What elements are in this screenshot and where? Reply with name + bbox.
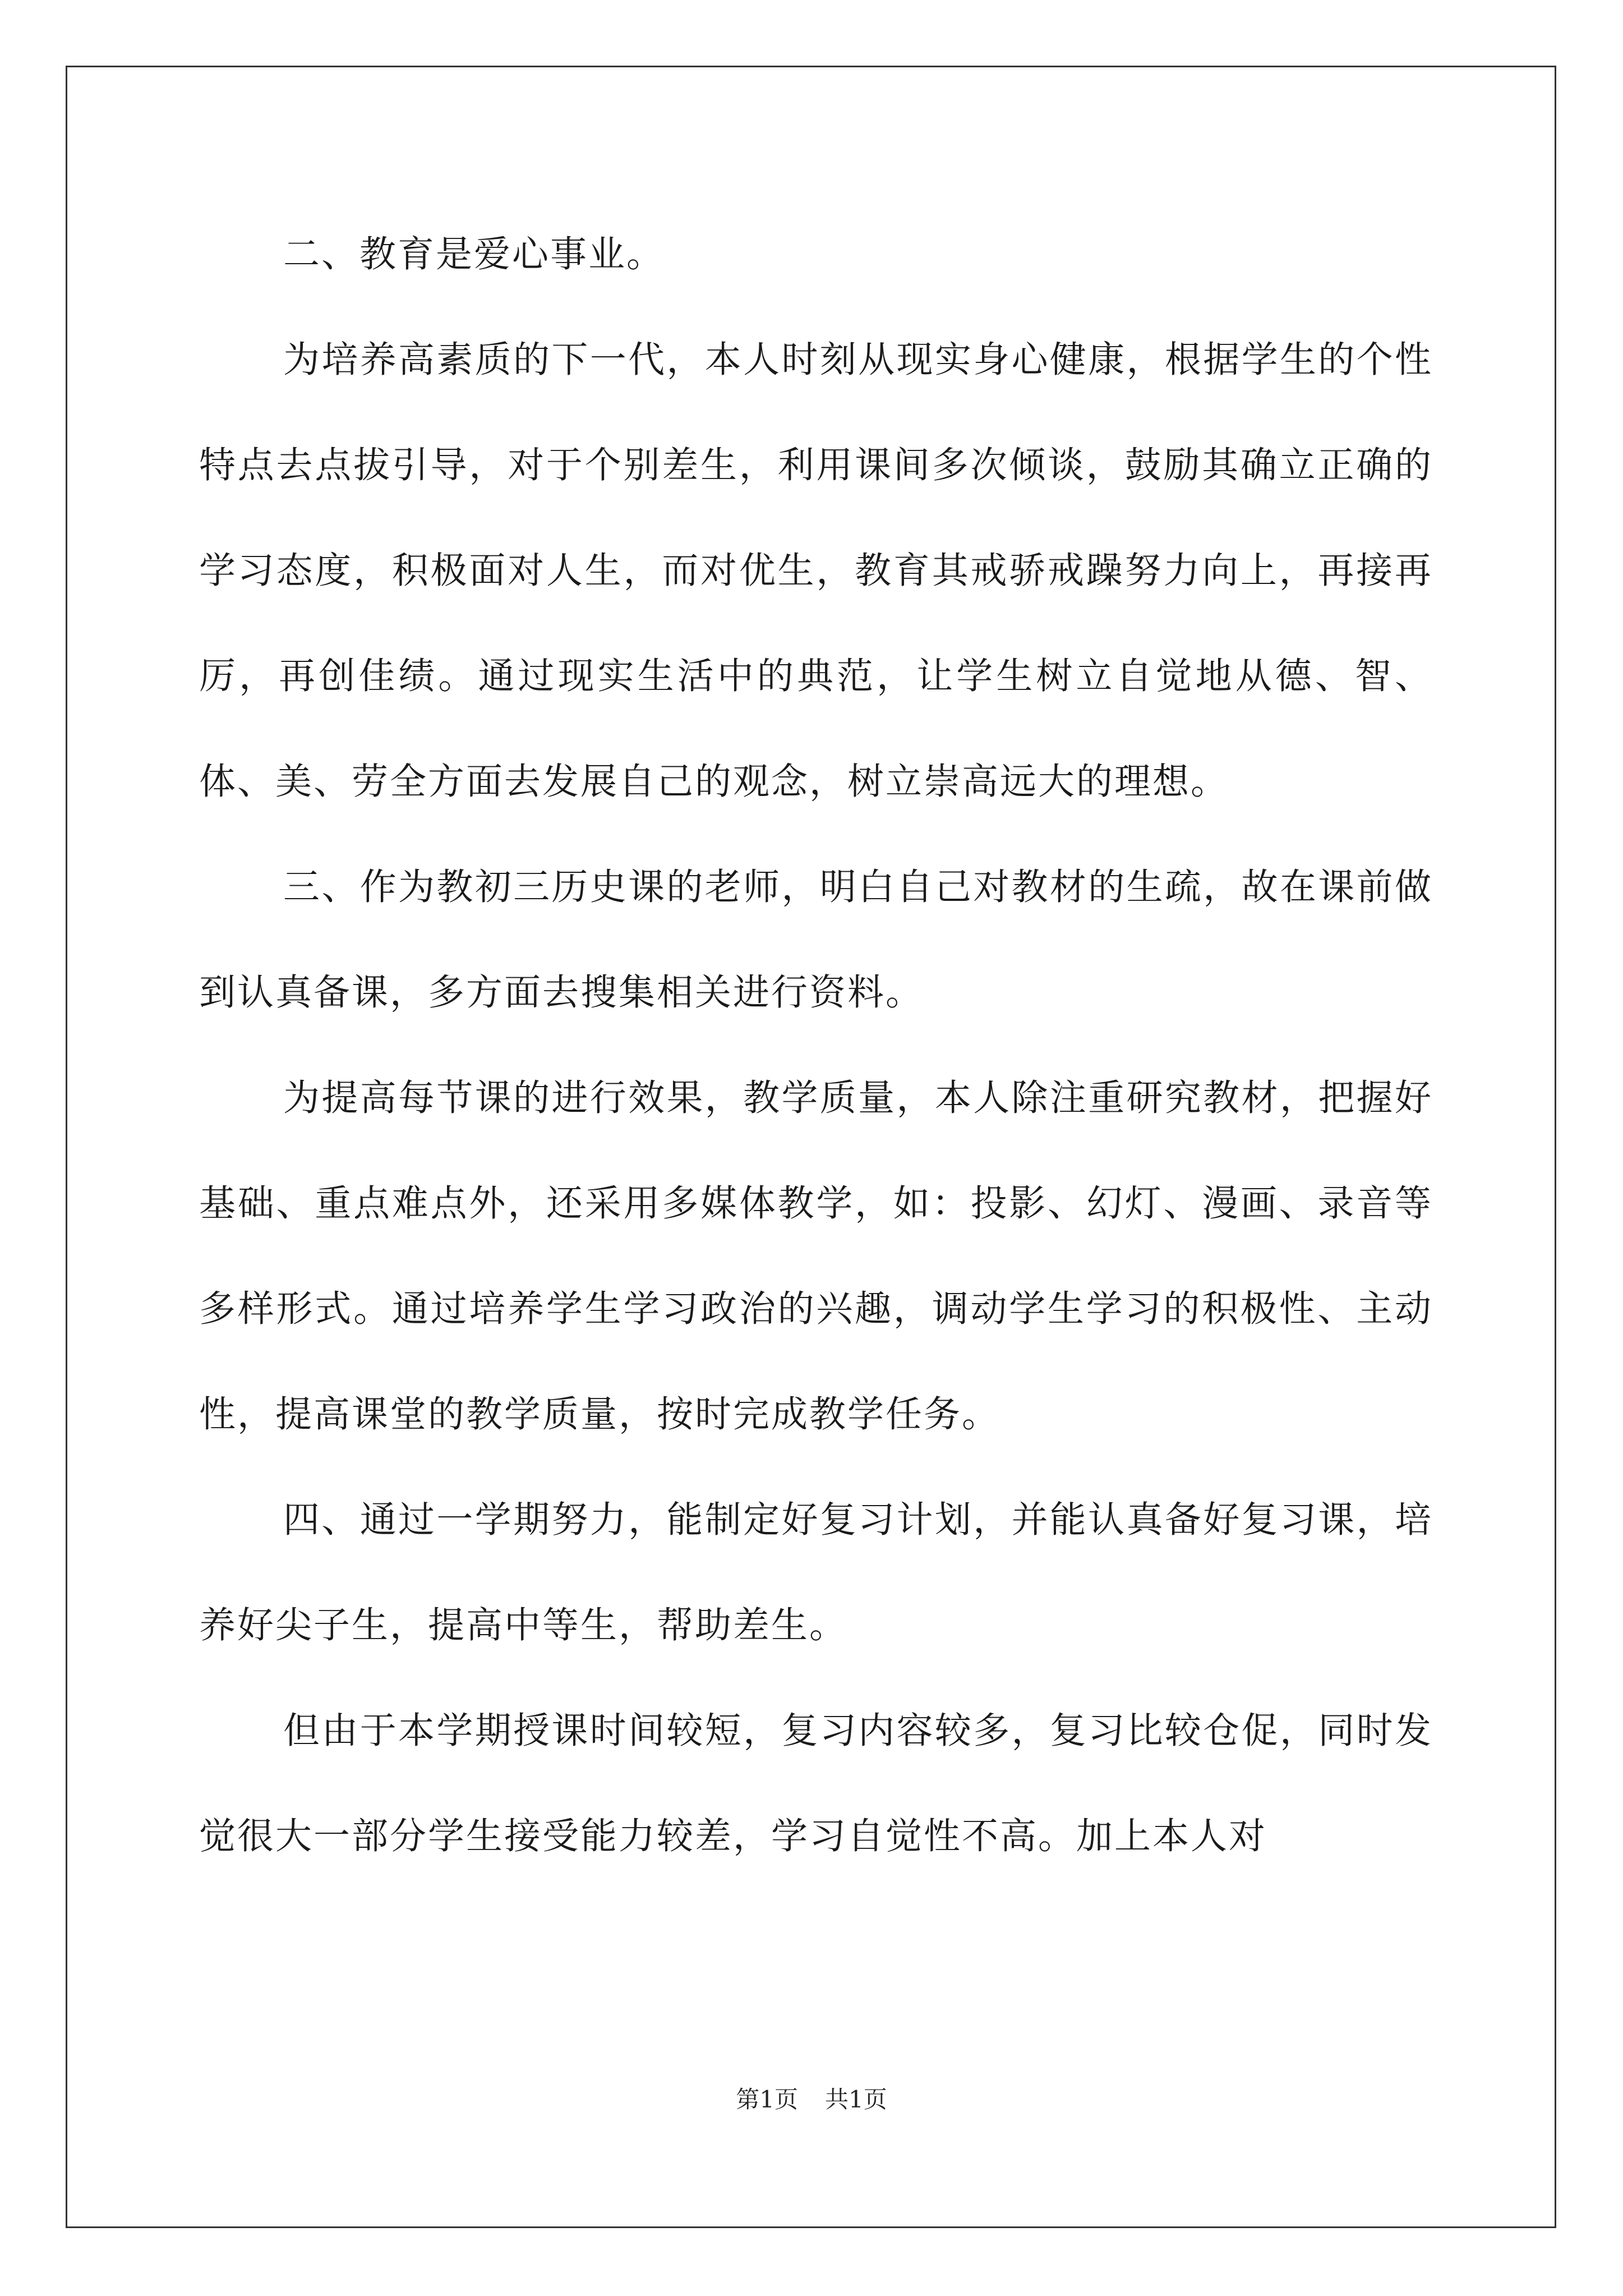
paragraph: 为培养高素质的下一代，本人时刻从现实身心健康，根据学生的个性特点去点拔引导，对于个别差生，利用课间多次倾谈，鼓励其确立正确的学习态度，积极面对人生，而对优生，教育其戒骄戒躁努力向上，再接再厉，再创佳绩。通过现实生活中的典范，让学生树立自觉地从德、智、体、美、劳全方面去发展自己的观念，树立崇高远大的理想。: [199, 339, 1433, 803]
page-footer: [0, 2081, 1623, 2115]
page-total: 共1页: [825, 2086, 887, 2113]
paragraph: 四、通过一学期努力，能制定好复习计划，并能认真备好复习课，培养好尖子生，提高中等生，帮助差生。: [199, 1499, 1433, 1646]
paragraph: 为提高每节课的进行效果，教学质量，本人除注重研究教材，把握好基础、重点难点外，还采用多媒体教学，如：投影、幻灯、漫画、录音等多样形式。通过培养学生学习政治的兴趣，调动学生学习的积极性、主动性，提高课堂的教学质量，按时完成教学任务。: [199, 1077, 1433, 1435]
document-body: [199, 202, 1433, 1889]
paragraph: 二、教育是爱心事业。: [283, 233, 665, 275]
paragraph: 三、作为教初三历史课的老师，明白自己对教材的生疏，故在课前做到认真备课，多方面去搜集相关进行资料。: [199, 866, 1433, 1014]
paragraph: 但由于本学期授课时间较短，复习内容较多，复习比较仓促，同时发觉很大一部分学生接受能力较差，学习自觉性不高。加上本人对: [199, 1710, 1433, 1857]
page-number: 第1页: [736, 2086, 798, 2113]
